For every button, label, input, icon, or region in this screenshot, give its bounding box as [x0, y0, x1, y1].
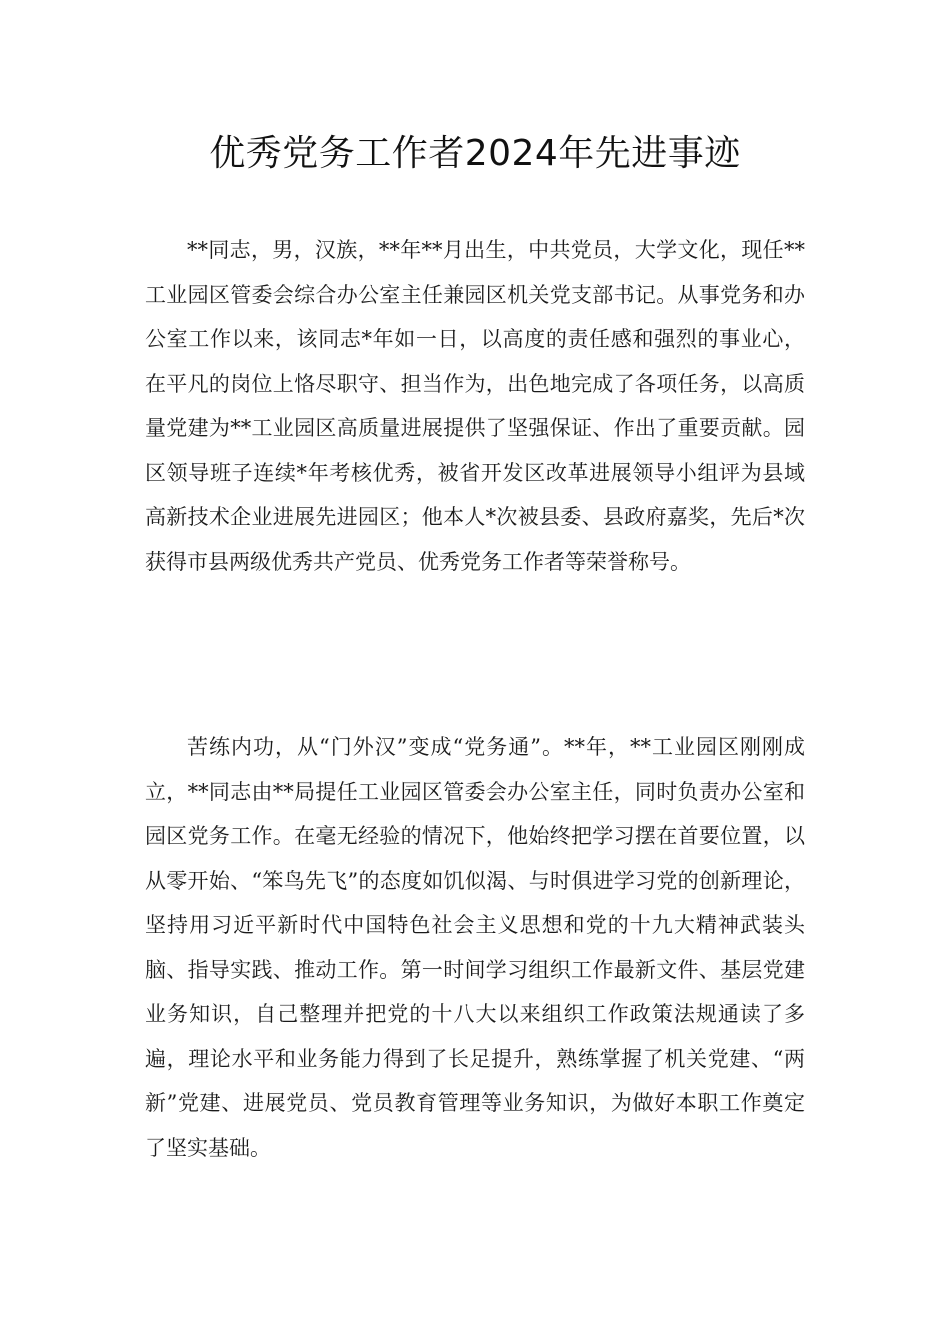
- paragraph-learning: 苦练内功，从“门外汉”变成“党务通”。**年，**工业园区刚刚成立，**同志由**局提任工业园区管委会办公室主任，同时负责办公室和园区党务工作。在毫无经验的情况下，他始终把学习摆在首要位置，以从零开始、“笨鸟先飞”的态度如饥似渴、与时俱进学习党的创新理论，坚持用习近平新时代中国特色社会主义思想和党的十九大精神武装头脑、指导实践、推动工作。第一时间学习组织工作最新文件、基层党建业务知识，自己整理并把党的十八大以来组织工作政策法规通读了多遍，理论水平和业务能力得到了长足提升，熟练掌握了机关党建、“两新”党建、进展党员、党员教育管理等业务知识，为做好本职工作奠定了坚实基础。: [145, 735, 805, 1160]
- paragraph-profile: **同志，男，汉族，**年**月出生，中共党员，大学文化，现任**工业园区管委会综合办公室主任兼园区机关党支部书记。从事党务和办公室工作以来，该同志*年如一日，以高度的责任感和强烈的事业心，在平凡的岗位上恪尽职守、担当作为，出色地完成了各项任务，以高质量党建为**工业园区高质量进展提供了坚强保证、作出了重要贡献。园区领导班子连续*年考核优秀，被省开发区改革进展领导小组评为县域高新技术企业进展先进园区；他本人*次被县委、县政府嘉奖，先后*次获得市县两级优秀共产党员、优秀党务工作者等荣誉称号。: [145, 238, 805, 574]
- document-title: 优秀党务工作者2024年先进事迹: [209, 133, 741, 174]
